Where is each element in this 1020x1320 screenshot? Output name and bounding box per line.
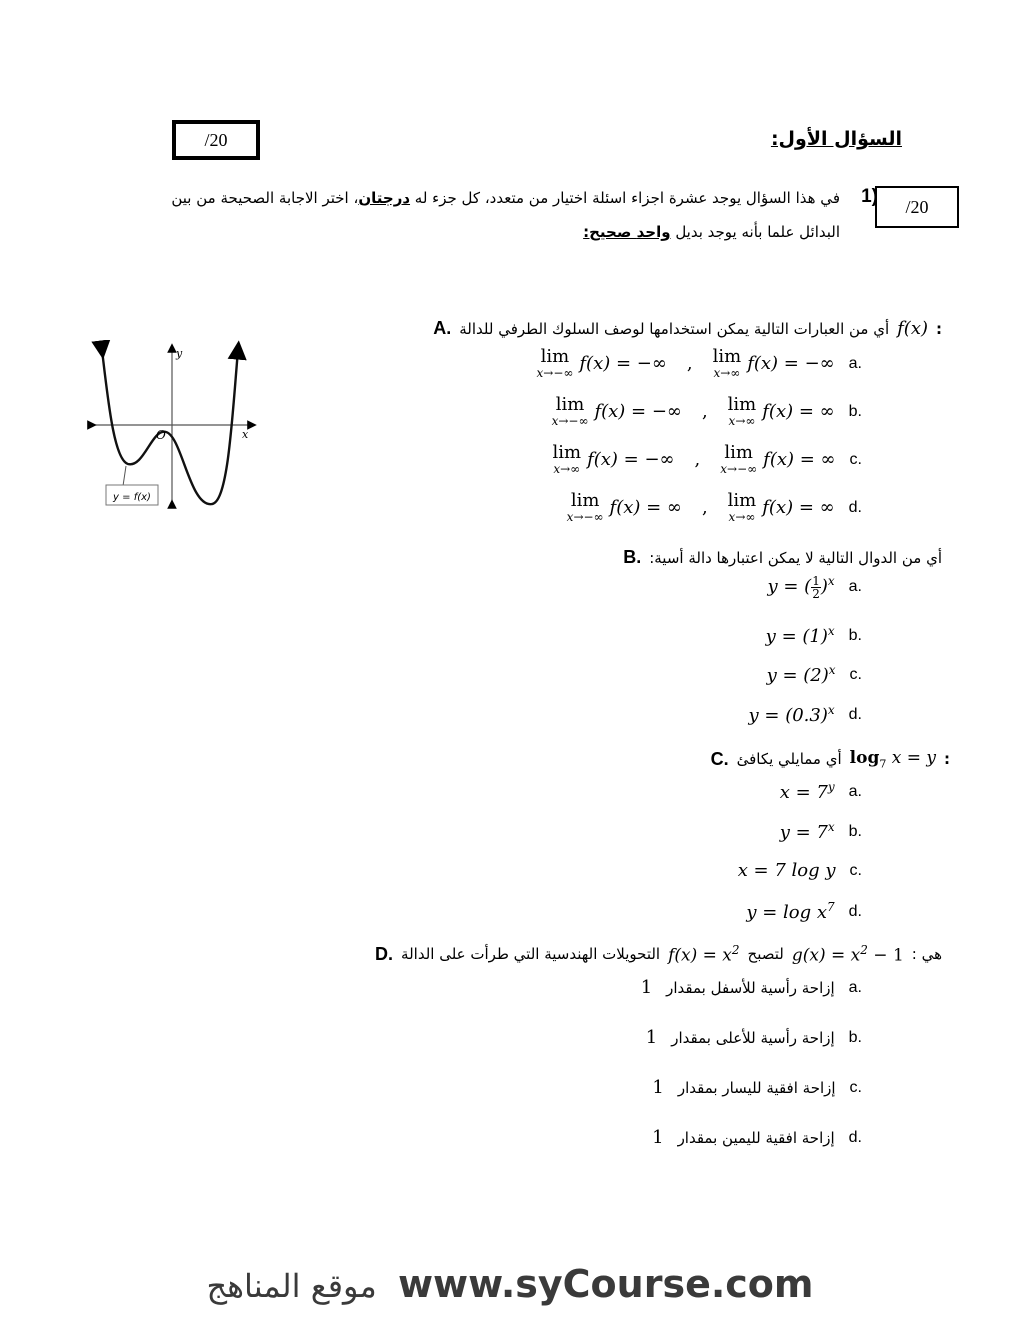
option-expression xyxy=(537,348,835,379)
option-text: إزاحة رأسية للأسفل بمقدار xyxy=(666,978,835,997)
part-a-option xyxy=(567,492,862,523)
lim-subscript: x→−∞ xyxy=(566,510,604,524)
lim-word: lim xyxy=(712,346,742,367)
option-letter: c. xyxy=(849,450,862,468)
part-b-option xyxy=(767,663,862,686)
limit-value: f(x) = −∞ xyxy=(587,449,675,470)
separator: , xyxy=(701,401,708,422)
instruction-text: صحيح: xyxy=(583,223,637,241)
page-title: السؤال الأول: xyxy=(770,128,902,150)
limit-operator xyxy=(728,492,757,523)
lim-word: lim xyxy=(727,394,757,415)
exponent: x xyxy=(827,820,835,834)
part-d-option xyxy=(646,1027,862,1048)
part-b-question xyxy=(623,547,942,568)
option-letter: d. xyxy=(848,902,862,920)
part-a-option xyxy=(552,396,862,427)
option-letter: d. xyxy=(848,498,862,516)
part-d-text: لتصبح xyxy=(747,945,784,964)
function-graph xyxy=(86,340,266,512)
option-expression xyxy=(767,663,836,686)
expr-lhs: y = (2) xyxy=(766,665,829,686)
footer-site: www.syCourse.com xyxy=(397,1262,814,1306)
option-expression xyxy=(567,492,835,523)
lim-word: lim xyxy=(552,442,582,463)
part-d-text: التحويلات الهندسية التي طرأت على الدالة xyxy=(401,945,661,964)
limit-value: f(x) = ∞ xyxy=(762,497,835,518)
lim-subscript: x→−∞ xyxy=(536,366,574,380)
x-axis-label: x xyxy=(242,428,249,441)
question1-score-box xyxy=(875,186,959,228)
option-letter: d. xyxy=(848,1128,862,1146)
lim-word: lim xyxy=(570,490,600,511)
question1-score-text: /20 xyxy=(905,197,929,217)
limit-value: f(x) = ∞ xyxy=(609,497,682,518)
limit-term xyxy=(537,348,667,379)
instruction-line-2 xyxy=(583,223,840,241)
part-a-option xyxy=(537,348,862,379)
option-text: إزاحة افقية لليمين بمقدار xyxy=(677,1128,835,1147)
option-letter: a. xyxy=(848,577,862,595)
f-expr: f(x) = x xyxy=(668,945,732,966)
part-c-option xyxy=(780,780,862,803)
exponent: x xyxy=(828,663,836,677)
option-value: 1 xyxy=(645,1027,658,1048)
option-expression xyxy=(749,703,835,726)
option-expression xyxy=(738,860,836,881)
g-tail: − 1 xyxy=(867,945,904,966)
part-a-question xyxy=(433,318,942,339)
expr-base: y = 7 xyxy=(779,822,828,843)
option-expression xyxy=(780,780,835,803)
option-letter: c. xyxy=(849,665,862,683)
option-letter: a. xyxy=(848,354,862,372)
part-b-letter: B. xyxy=(623,547,642,567)
fraction-denominator: 2 xyxy=(812,586,820,601)
option-text: إزاحة رأسية للأعلى بمقدار xyxy=(671,1028,835,1047)
limit-operator xyxy=(713,348,742,379)
option-letter: d. xyxy=(848,705,862,723)
origin-label: O xyxy=(156,428,166,442)
part-d-option xyxy=(652,1077,862,1098)
option-value: 1 xyxy=(640,977,653,998)
option-expression xyxy=(552,396,835,427)
limit-value: f(x) = −∞ xyxy=(594,401,682,422)
exponent: x xyxy=(827,624,835,638)
option-text: إزاحة افقية لليسار بمقدار xyxy=(677,1078,836,1097)
part-c-option xyxy=(746,900,862,923)
limit-operator xyxy=(537,348,574,379)
limit-value: f(x) = −∞ xyxy=(579,353,667,374)
part-c-option xyxy=(780,820,862,843)
instruction-text: في هذا السؤال يوجد عشرة اجزاء اسئلة اختيار من متعدد، كل جزء له xyxy=(410,189,840,207)
option-value: 1 xyxy=(652,1127,664,1148)
part-d-option xyxy=(641,977,862,998)
instruction-line-1 xyxy=(140,189,840,207)
limit-value: f(x) = −∞ xyxy=(747,353,835,374)
expr-rhs: ) xyxy=(820,576,828,597)
exponent: x xyxy=(827,703,835,717)
option-letter: b. xyxy=(848,626,862,644)
part-a-colon: : xyxy=(936,319,942,338)
part-b-option xyxy=(766,624,862,647)
function-curve xyxy=(102,350,238,504)
part-c-colon: : xyxy=(944,750,950,769)
lim-subscript: x→∞ xyxy=(728,414,756,428)
limit-value: f(x) = ∞ xyxy=(763,449,836,470)
question1-number: 1) xyxy=(861,186,878,207)
instruction-emphasis: واحد xyxy=(636,223,671,241)
lim-word: lim xyxy=(727,490,757,511)
lim-subscript: x→−∞ xyxy=(720,462,758,476)
part-d-g-expression xyxy=(792,943,904,966)
part-d-letter: D. xyxy=(375,943,394,964)
lim-subscript: x→∞ xyxy=(553,462,581,476)
part-c-letter: C. xyxy=(710,748,729,769)
lim-word: lim xyxy=(724,442,754,463)
expr-lhs: y = (1) xyxy=(765,626,828,647)
option-letter: c. xyxy=(849,1078,862,1096)
exponent: y xyxy=(827,780,835,794)
fraction xyxy=(811,575,821,600)
option-expression xyxy=(780,820,835,843)
f-exp: 2 xyxy=(731,943,740,957)
limit-operator xyxy=(567,492,604,523)
limit-term xyxy=(713,348,835,379)
limit-operator xyxy=(552,396,589,427)
separator: , xyxy=(694,449,701,470)
expr-base: x = 7 xyxy=(779,782,828,803)
option-expression xyxy=(767,574,834,600)
part-a-option xyxy=(552,444,862,475)
part-d-text: هي : xyxy=(911,945,942,964)
expr-lhs: y = ( xyxy=(767,576,812,597)
exponent: x xyxy=(827,574,835,588)
option-letter: a. xyxy=(848,978,862,996)
limit-term xyxy=(728,396,835,427)
g-expr: g(x) = x xyxy=(791,945,861,966)
instruction-emphasis: درجتان xyxy=(358,189,411,207)
limit-term xyxy=(567,492,682,523)
option-letter: b. xyxy=(848,1028,862,1046)
part-c-question xyxy=(710,748,950,771)
instruction-text: ، اختر الاجابة الصحيحة من بين xyxy=(171,189,359,207)
part-a-text: أي من العبارات التالية يمكن استخدامها لوصف السلوك الطرفي للدالة xyxy=(459,319,890,338)
limit-term xyxy=(720,444,835,475)
lim-subscript: x→−∞ xyxy=(551,414,589,428)
log-word: log xyxy=(849,748,880,768)
footer-watermark xyxy=(0,1262,1020,1306)
lim-subscript: x→∞ xyxy=(713,366,741,380)
part-c-option xyxy=(738,860,862,881)
curve-label: y = f(x) xyxy=(113,492,151,503)
footer-arabic: موقع المناهج xyxy=(206,1267,377,1305)
part-d-f-expression xyxy=(668,943,739,966)
limit-operator xyxy=(552,444,581,475)
part-b-option xyxy=(749,703,863,726)
lim-word: lim xyxy=(540,346,570,367)
exponent: 7 xyxy=(827,900,835,914)
part-b-text: أي من الدوال التالية لا يمكن اعتبارها دالة أسية: xyxy=(649,548,942,567)
total-score-box xyxy=(172,120,260,160)
expr-base: x = 7 log y xyxy=(737,860,836,881)
option-letter: c. xyxy=(849,861,862,879)
expr-base: y = log x xyxy=(746,902,828,923)
part-c-expression xyxy=(850,748,936,770)
option-value: 1 xyxy=(652,1077,664,1098)
lim-subscript: x→∞ xyxy=(728,510,756,524)
option-expression xyxy=(766,624,835,647)
option-expression xyxy=(552,444,835,475)
part-d-question xyxy=(375,943,942,966)
limit-operator xyxy=(728,396,757,427)
limit-term xyxy=(728,492,835,523)
option-letter: a. xyxy=(848,782,862,800)
option-letter: b. xyxy=(848,402,862,420)
instruction-text: البدائل علما بأنه يوجد بديل xyxy=(670,223,840,241)
part-a-letter: A. xyxy=(433,318,452,338)
total-score-text: /20 xyxy=(204,130,228,150)
limit-term xyxy=(552,396,682,427)
separator: , xyxy=(686,353,693,374)
part-c-text: أي ممايلي يكافئ xyxy=(736,750,842,769)
limit-term xyxy=(552,444,674,475)
fraction-numerator: 1 xyxy=(812,573,820,588)
option-expression xyxy=(746,900,834,923)
option-letter: b. xyxy=(848,822,862,840)
part-a-function: f(x) xyxy=(897,318,928,339)
lim-word: lim xyxy=(555,394,585,415)
limit-value: f(x) = ∞ xyxy=(762,401,835,422)
separator: , xyxy=(701,497,708,518)
y-axis-label: y xyxy=(176,347,183,360)
limit-operator xyxy=(720,444,757,475)
expr-lhs: y = (0.3) xyxy=(748,705,828,726)
part-d-option xyxy=(652,1127,862,1148)
log-base: 7 xyxy=(879,757,887,771)
part-b-option xyxy=(767,574,862,600)
g-exp: 2 xyxy=(860,943,868,957)
log-rest: x = y xyxy=(891,748,936,768)
